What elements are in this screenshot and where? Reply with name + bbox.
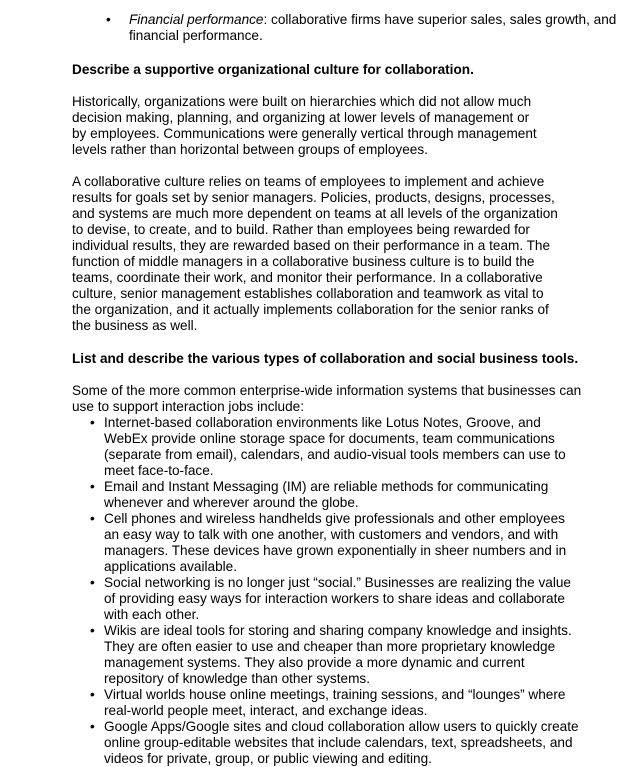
list-item: • Virtual worlds house online meetings, training sessions, and “lounges” where real-world people meet, interact, and exchange ideas.	[90, 687, 566, 718]
bullet-term: Financial performance	[129, 12, 264, 27]
list-item: • Google Apps/Google sites and cloud collaboration allow users to quickly create online group-editable websites that include calendars, text, spreadsheets, and videos for private, group, or public viewing and editing.	[90, 719, 579, 766]
paragraph-historically: Historically, organizations were built on hierarchies which did not allow much decision making, planning, and organizing at lower levels of management or by employees. Communications were generally vertical through management levels rather than horizontal between groups of employees.	[72, 94, 537, 157]
section-heading-culture: Describe a supportive organizational culture for collaboration.	[72, 62, 474, 77]
bullet-dot: •	[90, 415, 95, 430]
bullet-financial-performance	[72, 12, 632, 44]
bullet-dot: •	[106, 12, 111, 27]
list-item: • Internet-based collaboration environments like Lotus Notes, Groove, and WebEx provide online storage space for documents, team communications (separate from email), calendars, and audio-visual tools members can use to meet face-to-face.	[90, 415, 566, 478]
bullet-dot: •	[90, 575, 95, 590]
list-item: • Cell phones and wireless handhelds give professionals and other employees an easy way to talk with one another, with customers and vendors, and with managers. These devices have grown exponentially in sheer numbers and in applications available.	[90, 511, 567, 574]
paragraph-collaborative-culture: A collaborative culture relies on teams of employees to implement and achieve results for goals set by senior managers. Policies, products, designs, processes, and systems are much more dependent on teams at all levels of the organization to devise, to create, and to build. Rather than employees being rewarded for individual results, they are rewarded based on their performance in a team. The function of middle managers in a collaborative business culture is to build the teams, coordinate their work, and monitor their performance. In a collaborative culture, senior management establishes collaboration and teamwork as vital to the organization, and it actually implements collaboration for the senior ranks of the business as well.	[72, 174, 558, 333]
list-item: • Wikis are ideal tools for storing and sharing company knowledge and insights. They are often easier to use and cheaper than more proprietary knowledge management systems. They also provide a more dynamic and current repository of knowledge than other systems.	[90, 623, 572, 686]
section-heading-tools: List and describe the various types of collaboration and social business tools.	[72, 351, 579, 366]
paragraph-tools-intro: Some of the more common enterprise-wide information systems that businesses can use to support interaction jobs include:	[72, 383, 582, 414]
bullet-text: : collaborative firms have superior sales, sales growth, and financial performance.	[129, 12, 617, 43]
list-item: • Social networking is no longer just “social.” Businesses are realizing the value of providing easy ways for interaction workers to share ideas and collaborate with each other.	[90, 575, 571, 622]
tools-list	[72, 415, 582, 767]
bullet-dot: •	[90, 623, 95, 638]
bullet-dot: •	[90, 511, 95, 526]
bullet-dot: •	[90, 687, 95, 702]
bullet-dot: •	[90, 479, 95, 494]
bullet-dot: •	[90, 719, 95, 734]
document-page	[72, 12, 632, 767]
list-item: • Email and Instant Messaging (IM) are reliable methods for communicating whenever and wherever around the globe.	[90, 479, 549, 510]
